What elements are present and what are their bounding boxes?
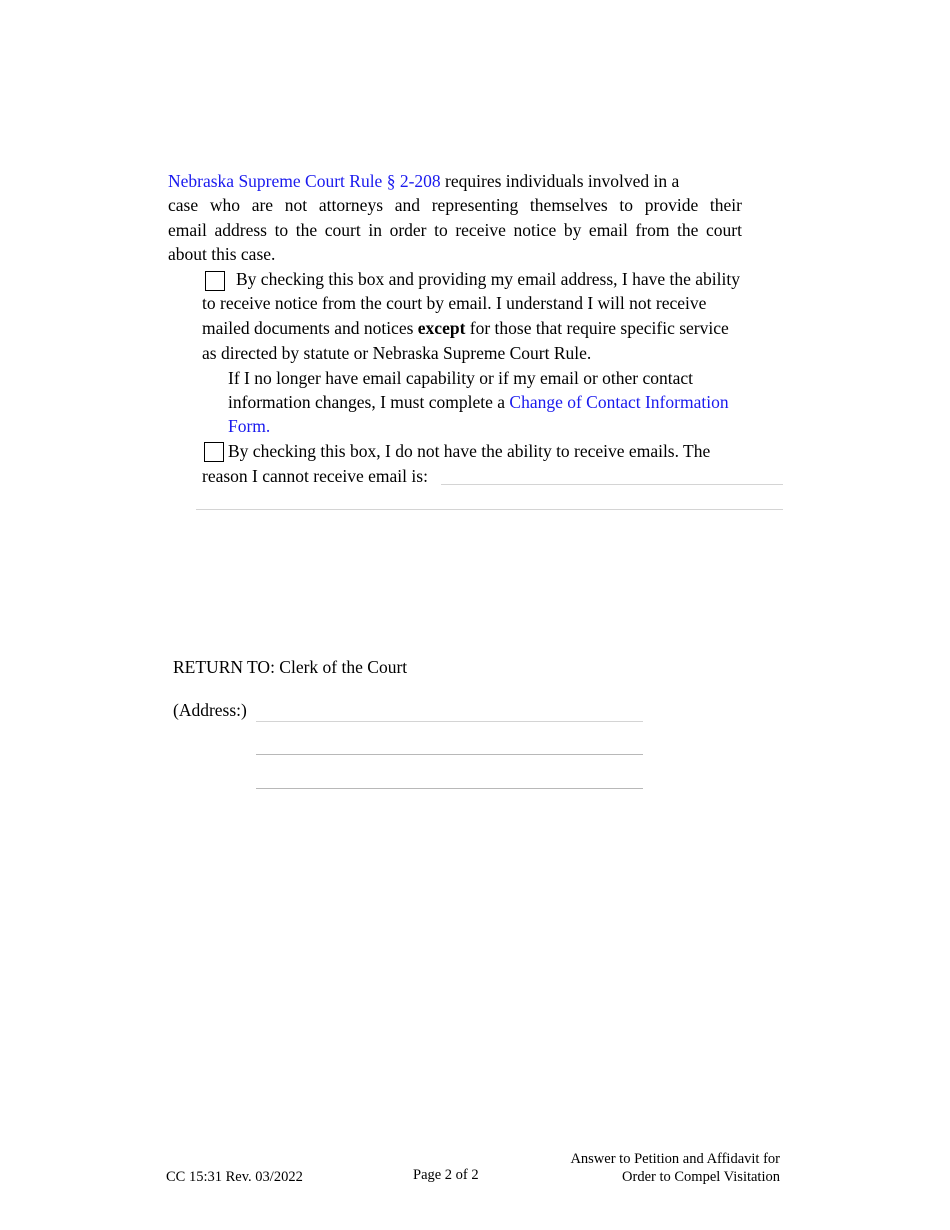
no-email-option-line-2: reason I cannot receive email is: <box>202 466 428 486</box>
email-option-line-4: as directed by statute or Nebraska Supreme Court Rule. <box>202 343 592 363</box>
form-code: CC 15:31 Rev. 03/2022 <box>166 1169 303 1185</box>
no-email-reason-field-line-2[interactable] <box>196 509 783 510</box>
contact-change-line-1: If I no longer have email capability or if my email or other contact <box>228 368 694 388</box>
address-field-line-1[interactable] <box>256 721 643 722</box>
address-field-line-2[interactable] <box>256 754 643 755</box>
form-title-line-2: Order to Compel Visitation <box>622 1169 780 1185</box>
notice-line-1 <box>168 169 679 193</box>
notice-line-2: case who are not attorneys and representing themselves to provide their <box>168 195 742 215</box>
change-of-contact-info-link-form[interactable]: Form. <box>228 416 271 436</box>
contact-change-line-2-pre: information changes, I must complete a <box>228 392 510 412</box>
notice-line-4: about this case. <box>168 244 276 264</box>
no-email-reason-field[interactable] <box>441 484 783 485</box>
address-label: (Address:) <box>173 700 247 720</box>
no-email-checkbox[interactable] <box>204 442 224 462</box>
notice-line-1-rest: requires individuals involved in a <box>440 171 680 191</box>
email-option-line-3-post: for those that require specific service <box>465 318 729 338</box>
no-email-option-line-1: By checking this box, I do not have the ability to receive emails. The <box>228 441 711 461</box>
rule-2-208-link[interactable]: Nebraska Supreme Court Rule § 2-208 <box>168 171 441 191</box>
contact-change-line-2 <box>228 390 729 414</box>
address-field-line-3[interactable] <box>256 788 643 789</box>
form-title-line-1: Answer to Petition and Affidavit for <box>570 1151 780 1167</box>
email-option-line-3 <box>202 316 729 340</box>
email-option-line-1: By checking this box and providing my email address, I have the ability <box>236 269 740 289</box>
change-of-contact-info-link[interactable]: Change of Contact Information <box>509 392 729 412</box>
email-option-line-3-pre: mailed documents and notices <box>202 318 418 338</box>
return-to-label: RETURN TO: Clerk of the Court <box>173 657 408 677</box>
email-option-line-2: to receive notice from the court by email. I understand I will not receive <box>202 293 707 313</box>
email-consent-checkbox[interactable] <box>205 271 225 291</box>
page-number: Page 2 of 2 <box>413 1167 479 1183</box>
except-emphasis: except <box>417 318 466 338</box>
notice-line-3: email address to the court in order to receive notice by email from the court <box>168 220 742 240</box>
